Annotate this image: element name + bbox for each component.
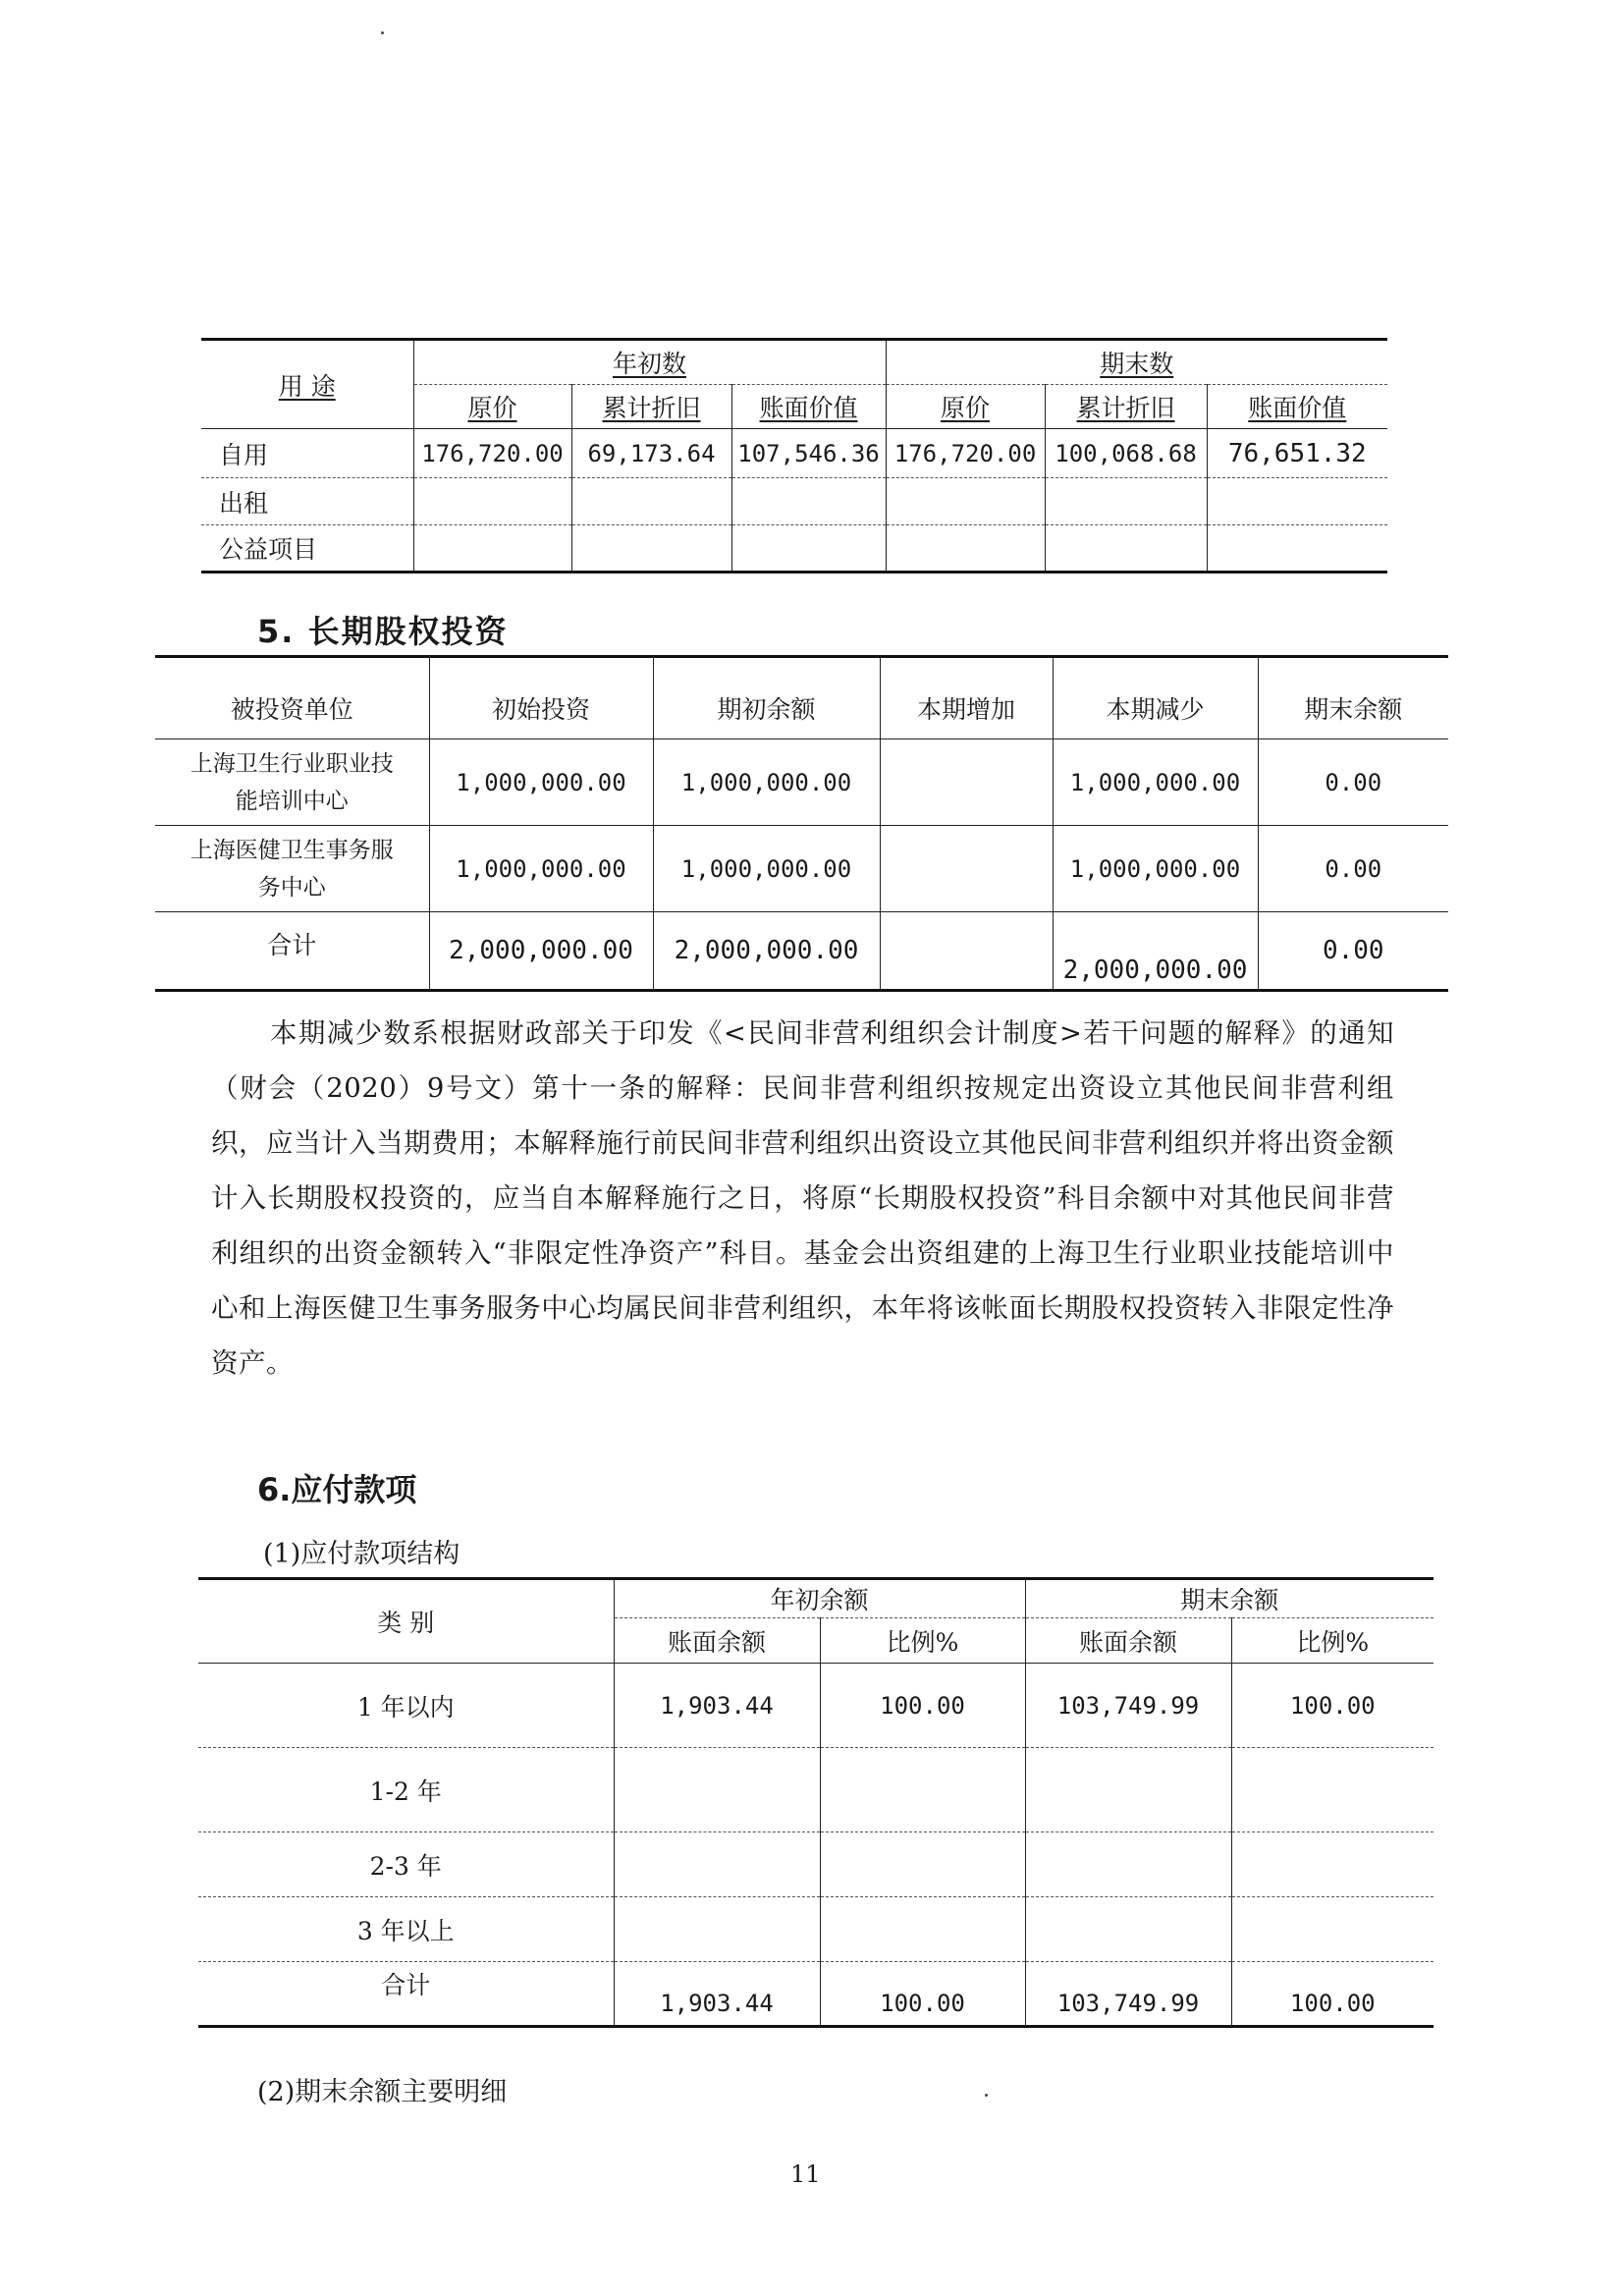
- cell: 76,651.32: [1207, 429, 1387, 478]
- beginning-balance: 1,000,000.00: [653, 739, 880, 826]
- cell: 103,749.99: [1025, 1962, 1231, 2027]
- cell: [820, 1748, 1025, 1832]
- beginning-balance: 1,000,000.00: [653, 826, 880, 912]
- column-header: 本期减少: [1053, 657, 1258, 739]
- cell: [1207, 525, 1387, 573]
- investee-name: [155, 826, 429, 912]
- table-row: [198, 1897, 1434, 1962]
- page-number: 11: [790, 2160, 821, 2188]
- table-row: [201, 429, 1387, 478]
- cell: 100.00: [820, 1962, 1025, 2027]
- equity-investment-table: [155, 655, 1448, 992]
- payables-structure-table: [198, 1577, 1434, 2028]
- cell: [1025, 1748, 1231, 1832]
- section-6-heading: 6.应付款项: [257, 1471, 417, 1508]
- cell: 100.00: [1231, 1962, 1434, 2027]
- sub-header: 原价: [413, 385, 571, 429]
- cell: 176,720.00: [886, 429, 1045, 478]
- cell: [731, 478, 886, 525]
- type-header: 类 别: [198, 1579, 614, 1664]
- table-row: [155, 739, 1448, 826]
- sub-header: 累计折旧: [571, 385, 731, 429]
- sub-header: 比例%: [820, 1618, 1025, 1664]
- cell: 1,903.44: [614, 1962, 820, 2027]
- year-begin-header: 年初余额: [614, 1579, 1025, 1618]
- total-decrease: 2,000,000.00: [1053, 912, 1258, 991]
- total-ending: 0.00: [1258, 912, 1448, 991]
- total-beginning: 2,000,000.00: [653, 912, 880, 991]
- investee-name-line: 务中心: [257, 874, 326, 901]
- cell: [571, 478, 731, 525]
- increase: [880, 739, 1053, 826]
- cell: [1045, 525, 1207, 573]
- row-label: 自用: [201, 429, 413, 478]
- cell: [614, 1748, 820, 1832]
- cell: 100.00: [1231, 1664, 1434, 1748]
- initial-investment: 1,000,000.00: [429, 739, 653, 826]
- column-header: 被投资单位: [155, 657, 429, 739]
- cell: [1231, 1832, 1434, 1897]
- table-row: [201, 478, 1387, 525]
- column-header: 期初余额: [653, 657, 880, 739]
- cell: 100,068.68: [1045, 429, 1207, 478]
- cell: 69,173.64: [571, 429, 731, 478]
- sub-header: 账面价值: [1207, 385, 1387, 429]
- cell: [1045, 478, 1207, 525]
- cell: [820, 1832, 1025, 1897]
- sub-header: 账面价值: [731, 385, 886, 429]
- sub-header: 比例%: [1231, 1618, 1434, 1664]
- scan-speck: [985, 2094, 988, 2097]
- period-end-header: 期末余额: [1025, 1579, 1434, 1618]
- table-row: [198, 1748, 1434, 1832]
- ending-balance: 0.00: [1258, 826, 1448, 912]
- year-begin-header: 年初数: [413, 340, 886, 385]
- column-header: 本期增加: [880, 657, 1053, 739]
- table-row: [155, 826, 1448, 912]
- cell: 1,903.44: [614, 1664, 820, 1748]
- total-label: 合计: [381, 1971, 431, 1999]
- total-increase: [880, 912, 1053, 991]
- cell: [731, 525, 886, 573]
- decrease: 1,000,000.00: [1053, 826, 1258, 912]
- investee-name-line: 上海卫生行业职业技: [189, 750, 394, 777]
- total-row: [198, 1962, 1434, 2027]
- section-5-heading: 5. 长期股权投资: [257, 613, 509, 650]
- detail-note: (2)期末余额主要明细: [257, 2077, 508, 2107]
- table-row: [201, 525, 1387, 573]
- cell: [614, 1897, 820, 1962]
- cell: [886, 525, 1045, 573]
- initial-investment: 1,000,000.00: [429, 826, 653, 912]
- cell: 107,546.36: [731, 429, 886, 478]
- row-label: 出租: [201, 478, 413, 525]
- cell: [1207, 478, 1387, 525]
- cell: [1025, 1832, 1231, 1897]
- row-label: 3 年以上: [198, 1897, 614, 1962]
- cell: [886, 478, 1045, 525]
- cell: [1231, 1897, 1434, 1962]
- cell: 100.00: [820, 1664, 1025, 1748]
- period-end-header: 期末数: [886, 340, 1387, 385]
- total-row: [155, 912, 1448, 991]
- decrease: 1,000,000.00: [1053, 739, 1258, 826]
- fixed-asset-usage-table: [201, 338, 1387, 574]
- row-label: 1 年以内: [198, 1664, 614, 1748]
- row-label: 公益项目: [219, 535, 318, 564]
- cell: [1025, 1897, 1231, 1962]
- row-label: 2-3 年: [198, 1832, 614, 1897]
- investee-name-line: 上海医健卫生事务服: [189, 837, 394, 863]
- cell: 176,720.00: [413, 429, 571, 478]
- cell: [1231, 1748, 1434, 1832]
- table-row: [198, 1832, 1434, 1897]
- investee-name: [155, 739, 429, 826]
- column-header: 初始投资: [429, 657, 653, 739]
- increase: [880, 826, 1053, 912]
- row-label: 1-2 年: [198, 1748, 614, 1832]
- cell: 103,749.99: [1025, 1664, 1231, 1748]
- cell: [413, 525, 571, 573]
- cell: [571, 525, 731, 573]
- investee-name-line: 能培训中心: [235, 788, 349, 814]
- sub-header: 原价: [886, 385, 1045, 429]
- total-label: 合计: [267, 931, 317, 959]
- sub-header: 账面余额: [1025, 1618, 1231, 1664]
- cell: [820, 1897, 1025, 1962]
- cell: [614, 1832, 820, 1897]
- explanation-paragraph: 本期减少数系根据财政部关于印发《<民间非营利组织会计制度>若干问题的解释》的通知（财会（2020）9号文）第十一条的解释：民间非营利组织按规定出资设立其他民间非营利组织，应当计入当期费用；本解释施行前民间非营利组织出资设立其他民间非营利组织并将出资金额计入长期股权投资的，应当自本解释施行之日，将原“长期股权投资”科目余额中对其他民间非营利组织的出资金额转入“非限定性净资产”科目。基金会出资组建的上海卫生行业职业技能培训中心和上海医健卫生事务服务中心均属民间非营利组织，本年将该帐面长期股权投资转入非限定性净资产。: [211, 1017, 1394, 1379]
- sub-header: 账面余额: [614, 1618, 820, 1664]
- scan-speck: [381, 31, 384, 34]
- cell: [413, 478, 571, 525]
- use-header: 用 途: [201, 340, 413, 429]
- total-initial: 2,000,000.00: [429, 912, 653, 991]
- sub-header: 累计折旧: [1045, 385, 1207, 429]
- section-6-subheading: (1)应付款项结构: [263, 1539, 460, 1569]
- ending-balance: 0.00: [1258, 739, 1448, 826]
- column-header: 期末余额: [1258, 657, 1448, 739]
- table-row: [198, 1664, 1434, 1748]
